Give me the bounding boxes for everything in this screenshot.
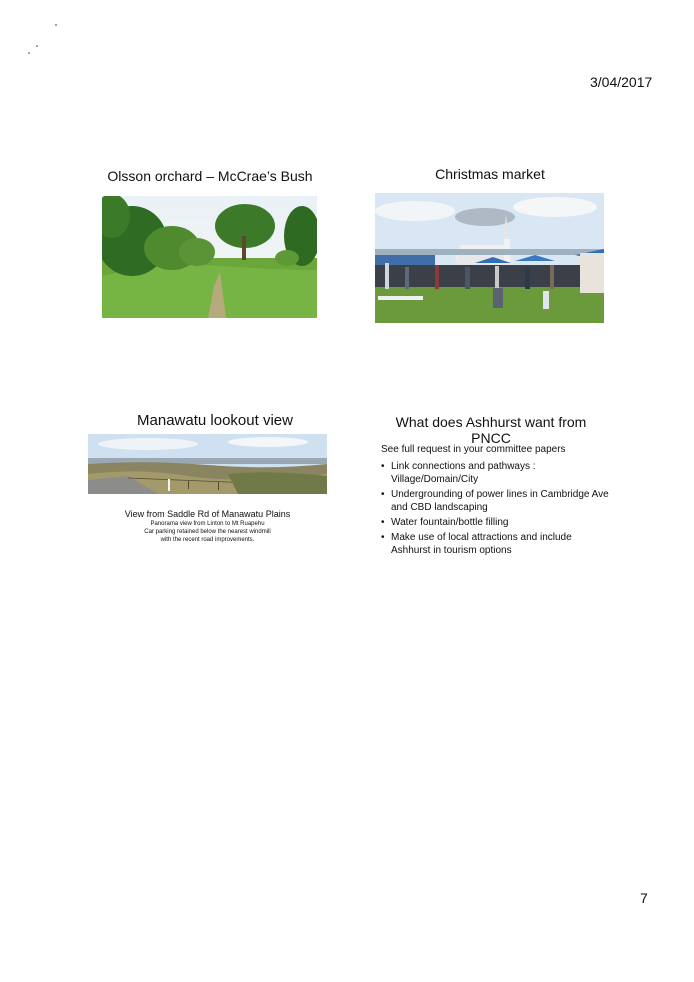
caption-main: View from Saddle Rd of Manawatu Plains <box>124 509 291 519</box>
market-photo <box>375 193 604 323</box>
slide-title-market: Christmas market <box>435 166 545 182</box>
caption-line: Panorama view from Linton to Mt Ruapehu <box>150 521 265 527</box>
slide-title-ashhurst: What does Ashhurst want from PNCC <box>395 414 587 446</box>
document-date: 3/04/2017 <box>590 74 653 90</box>
scan-speck <box>36 45 38 47</box>
scan-speck <box>55 24 57 26</box>
slide-title-lookout: Manawatu lookout view <box>137 412 293 429</box>
ashhurst-intro: See full request in your committee papers <box>381 444 566 455</box>
list-item: • Undergrounding of power lines in Cambridge Ave and CBD landscaping <box>381 489 609 513</box>
lookout-caption <box>88 509 327 544</box>
scan-speck <box>28 52 30 54</box>
list-item: • Water fountain/bottle filling <box>381 517 509 528</box>
bullet-icon: • <box>381 461 385 472</box>
bullet-icon: • <box>381 489 385 500</box>
lookout-panorama-photo <box>88 434 327 494</box>
orchard-photo <box>102 196 317 318</box>
page-number: 7 <box>640 890 648 906</box>
list-item: • Link connections and pathways : Village/Domain/City <box>381 461 536 485</box>
ashhurst-request-list <box>381 460 611 559</box>
bullet-icon: • <box>381 517 385 528</box>
bullet-icon: • <box>381 532 385 543</box>
slide-title-orchard: Olsson orchard – McCrae’s Bush <box>107 168 313 184</box>
caption-line: with the recent road improvements. <box>160 537 255 543</box>
caption-line: Car parking retained below the nearest windmill <box>144 529 271 535</box>
list-item: • Make use of local attractions and include Ashhurst in tourism options <box>381 532 572 556</box>
